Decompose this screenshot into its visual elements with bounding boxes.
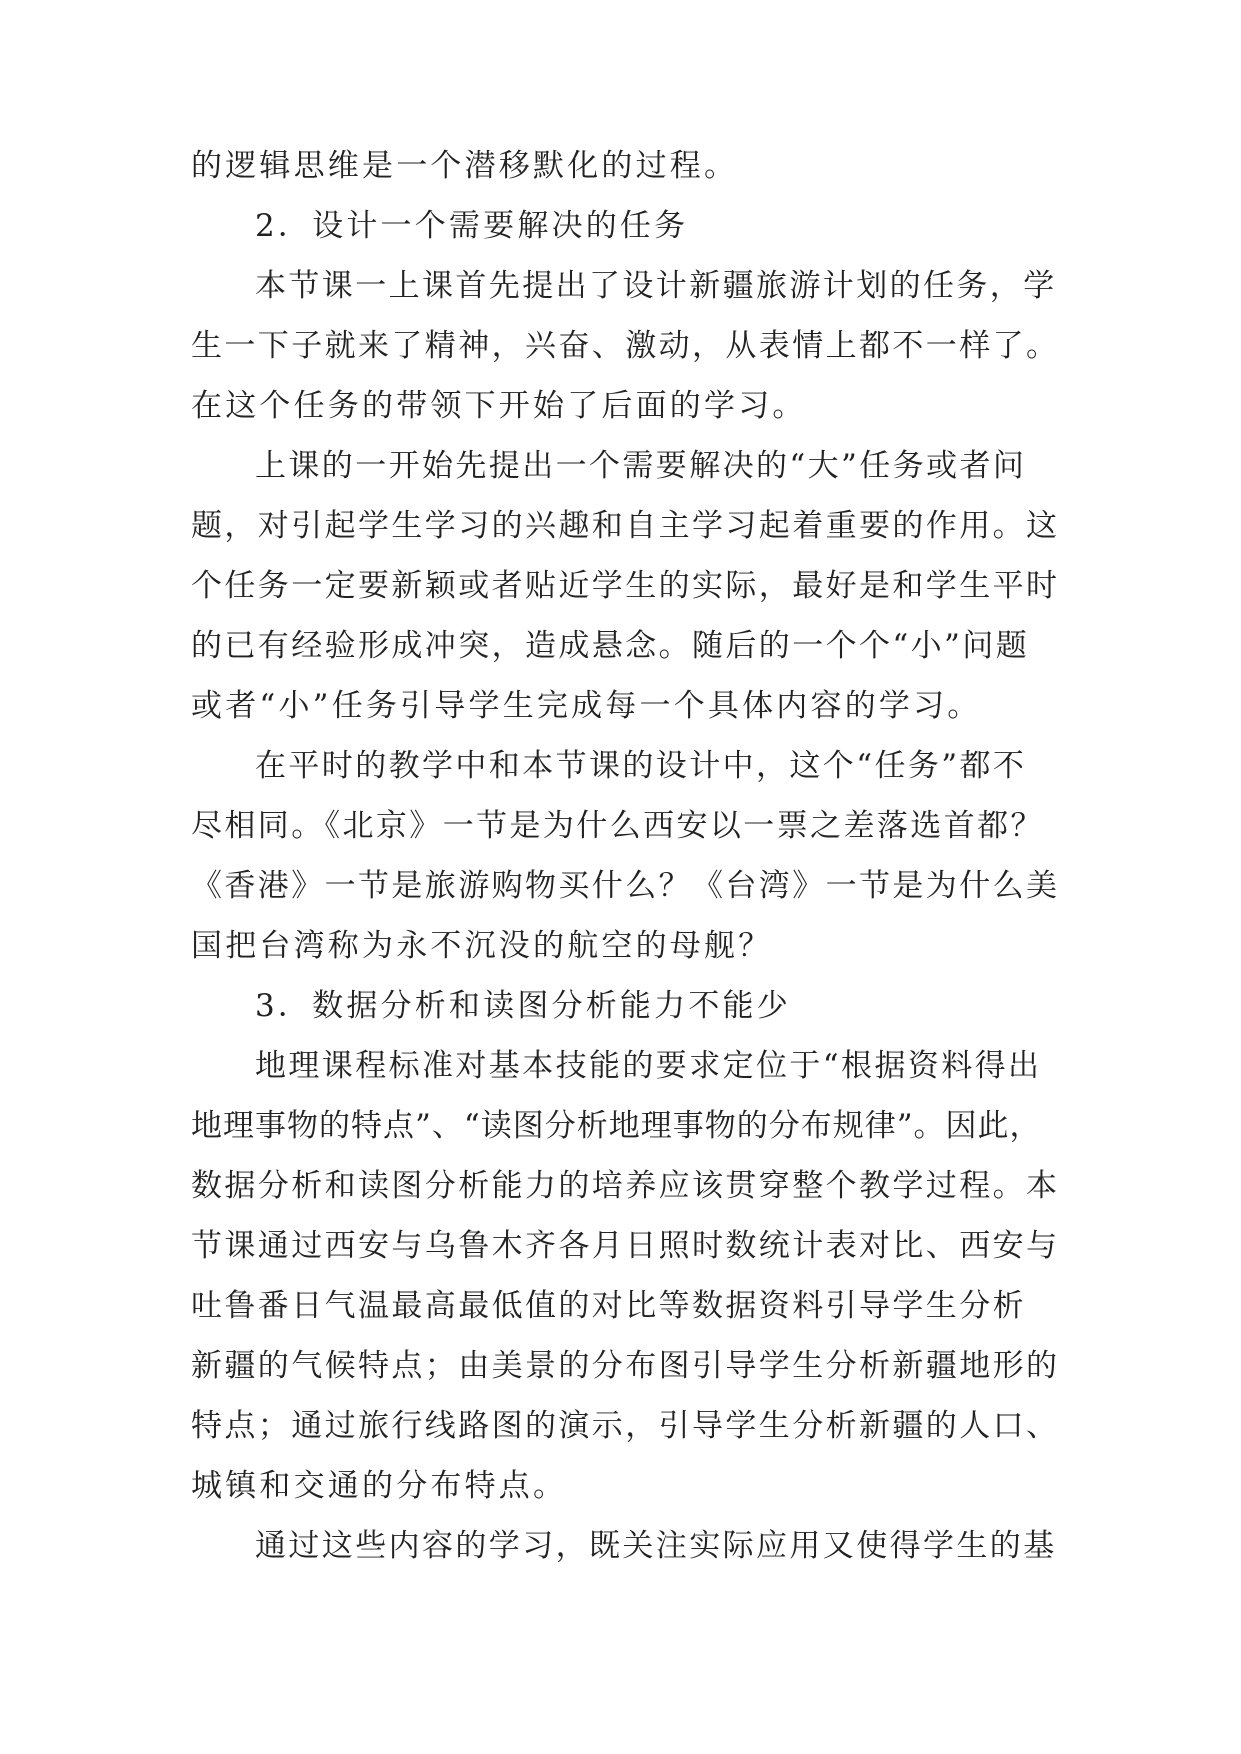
text-line: 吐鲁番日气温最高最低值的对比等数据资料引导学生分析 [191,1288,1026,1324]
text-line: 生一下子就来了精神，兴奋、激动，从表情上都不一样了。 [191,328,1060,364]
paragraph-first-line: 地理课程标准对基本技能的要求定位于“根据资料得出 [255,1048,1042,1084]
text-line: 国把台湾称为永不沉没的航空的母舰？ [191,928,773,964]
text-line: 个任务一定要新颖或者贴近学生的实际，最好是和学生平时 [191,568,1060,604]
text-line: 数据分析和读图分析能力的培养应该贯穿整个教学过程。本 [191,1168,1060,1204]
text-line: 新疆的气候特点；由美景的分布图引导学生分析新疆地形的 [191,1348,1060,1384]
paragraph-first-line: 上课的一开始先提出一个需要解决的“大”任务或者问 [255,448,1027,484]
text-line: 或者“小”任务引导学生完成每一个具体内容的学习。 [191,688,982,724]
section-heading: 2．设计一个需要解决的任务 [255,208,689,244]
text-line: 《香港》一节是旅游购物买什么？《台湾》一节是为什么美 [191,868,1060,904]
text-line: 特点；通过旅行线路图的演示，引导学生分析新疆的人口、 [191,1408,1060,1444]
text-line: 的逻辑思维是一个潜移默化的过程。 [191,148,739,184]
text-line: 的已有经验形成冲突，造成悬念。随后的一个个“小”问题 [191,628,1030,664]
text-line: 尽相同。《北京》一节是为什么西安以一票之差落选首都？ [191,808,1044,844]
paragraph-first-line: 在平时的教学中和本节课的设计中，这个“任务”都不 [255,748,1027,784]
text-line: 题，对引起学生学习的兴趣和自主学习起着重要的作用。这 [191,508,1060,544]
text-line: 地理事物的特点”、“读图分析地理事物的分布规律”。因此， [191,1108,1042,1144]
text-line: 在这个任务的带领下开始了后面的学习。 [191,388,807,424]
text-line: 城镇和交通的分布特点。 [191,1468,568,1504]
text-line: 节课通过西安与乌鲁木齐各月日照时数统计表对比、西安与 [191,1228,1060,1264]
paragraph-first-line: 本节课一上课首先提出了设计新疆旅游计划的任务，学 [255,268,1057,304]
paragraph-first-line: 通过这些内容的学习，既关注实际应用又使得学生的基 [255,1528,1057,1564]
section-heading: 3．数据分析和读图分析能力不能少 [255,988,791,1024]
